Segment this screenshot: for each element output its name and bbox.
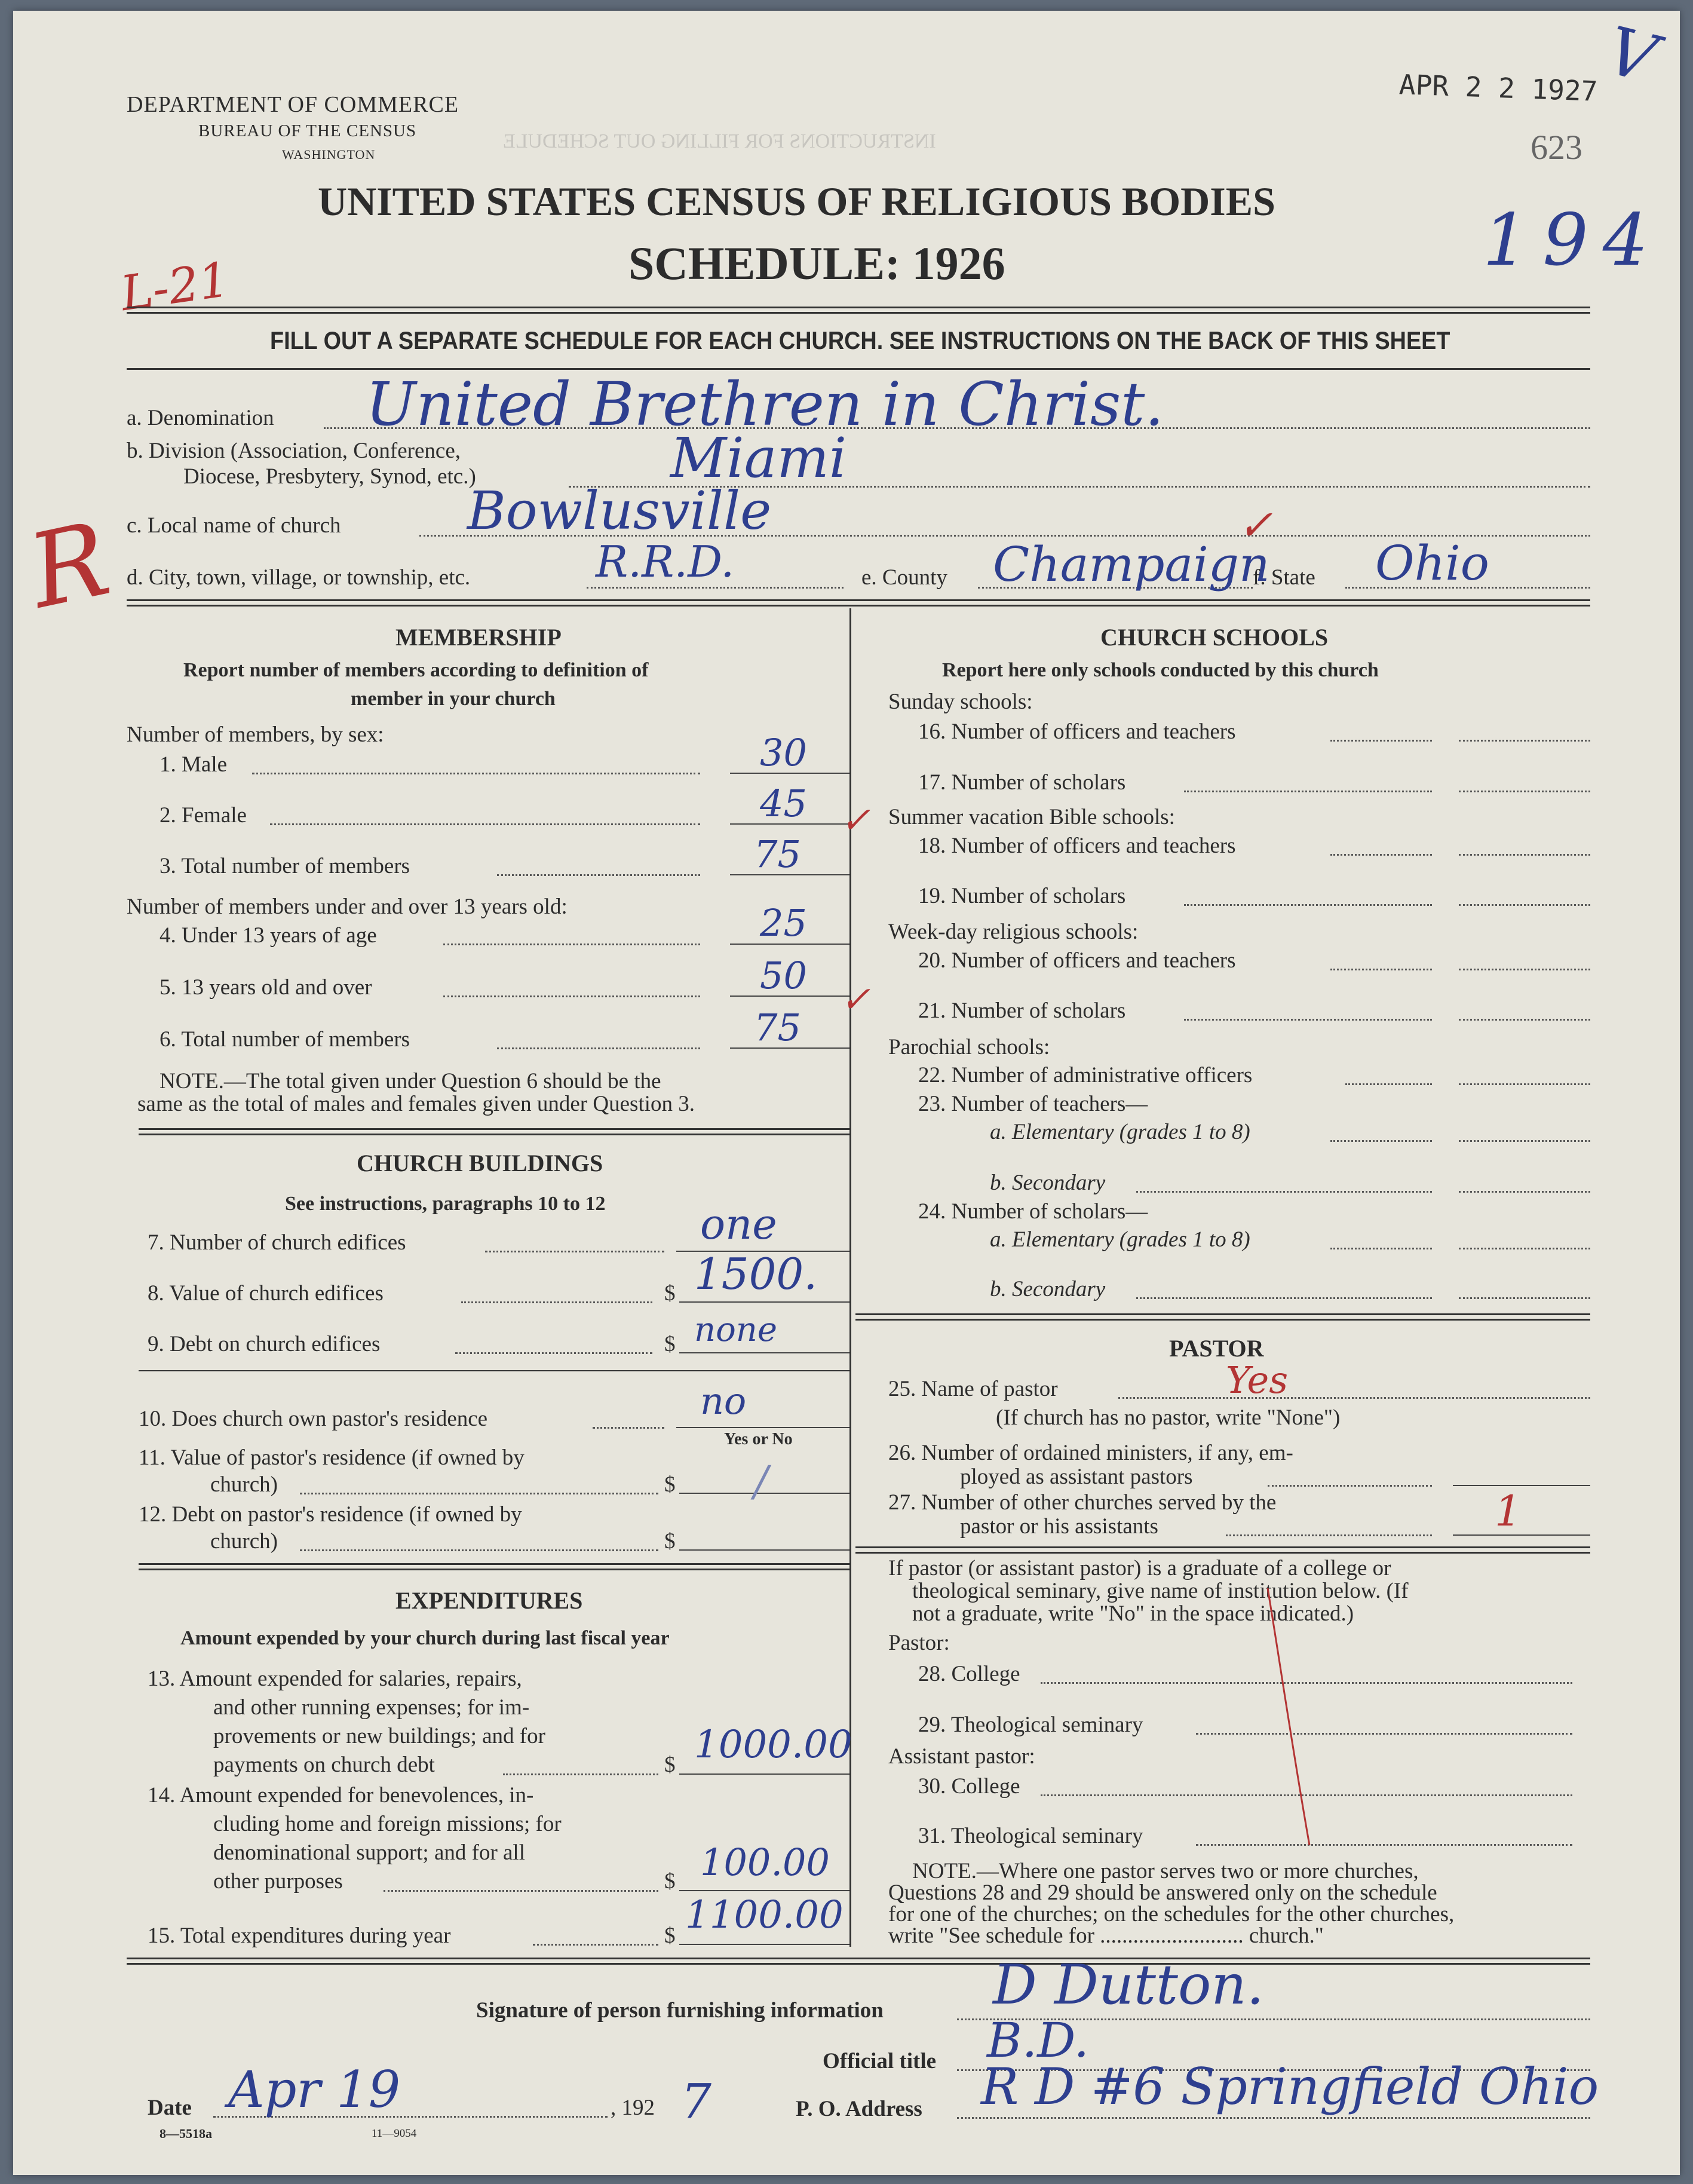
expenditures-heading: EXPENDITURES [395,1587,583,1614]
q14-dollar: $ [664,1869,676,1894]
q21-dots [1184,1019,1432,1021]
q24b-answer-line[interactable] [1459,1297,1590,1299]
q12-answer-line [679,1549,849,1551]
weekday-schools-label: Week-day religious schools: [888,920,1139,944]
q9-answer-line [679,1352,849,1353]
q15-dollar: $ [664,1923,676,1948]
q20-dots [1330,969,1432,970]
pastor-note-1: NOTE.—Where one pastor serves two or more churches, [912,1859,1419,1883]
date-value[interactable]: Apr 19 [228,2060,401,2119]
section-divider [127,599,1590,607]
q12-label-2: church) [210,1529,278,1554]
q2-value[interactable]: 45 [760,782,807,825]
q3-dots [497,874,700,876]
q16-label: 16. Number of officers and teachers [918,719,1236,744]
q23-label: 23. Number of teachers— [918,1092,1148,1116]
buildings-sub: See instructions, paragraphs 10 to 12 [285,1193,606,1215]
pastor-divider [855,1546,1590,1554]
q25-value[interactable]: Yes [1226,1358,1289,1402]
census-form-sheet [13,11,1680,2175]
bureau-name: BUREAU OF THE CENSUS [198,121,417,140]
q3-value[interactable]: 75 [754,832,801,876]
q23b-answer-line[interactable] [1459,1191,1590,1193]
bleed-through-text: INSTRUCTIONS FOR FILLING OUT SCHEDULE [503,130,936,152]
q31-label: 31. Theological seminary [918,1824,1143,1848]
instruction-banner: FILL OUT A SEPARATE SCHEDULE FOR EACH CHURCH. SEE INSTRUCTIONS ON THE BACK OF THIS SHEET [270,326,1450,354]
county-check-mark: ✓ [1238,501,1273,550]
q6-value[interactable]: 75 [754,1006,801,1049]
q25-label: 25. Name of pastor [888,1377,1058,1401]
q4-dots [443,944,700,945]
po-address-line [957,2117,1590,2119]
q8-value[interactable]: 1500. [694,1249,818,1299]
summer-schools-label: Summer vacation Bible schools: [888,805,1175,829]
q7-value[interactable]: one [700,1200,777,1249]
q22-answer-line[interactable] [1459,1083,1590,1085]
q12-label-1: 12. Debt on pastor's residence (if owned by [139,1502,522,1527]
q13-label-1: 13. Amount expended for salaries, repairs, [148,1667,522,1691]
q6-dots [497,1047,700,1049]
buildings-mid-divider [139,1370,849,1371]
q8-dots [461,1301,652,1303]
city-value[interactable]: R.R.D. [596,537,735,587]
members-by-age-label: Number of members under and over 13 years old: [127,895,568,919]
q10-dots [593,1427,664,1429]
q14-label-2: cluding home and foreign missions; for [213,1812,562,1836]
q17-dots [1184,791,1432,792]
city-label: d. City, town, village, or township, etc. [127,565,471,590]
q15-label: 15. Total expenditures during year [148,1923,451,1948]
q23a-answer-line[interactable] [1459,1140,1590,1142]
q9-label: 9. Debt on church edifices [148,1332,381,1356]
q4-label: 4. Under 13 years of age [160,923,377,948]
q3-check-mark: ✓ [841,800,871,841]
q13-label-3: provements or new buildings; and for [213,1724,545,1748]
q27-label-2: pastor or his assistants [960,1514,1158,1539]
q7-label: 7. Number of church edifices [148,1230,406,1255]
q26-answer-line[interactable] [1453,1485,1590,1486]
membership-sub-2: member in your church [351,688,556,710]
q2-label: 2. Female [160,803,247,828]
q8-answer-line [679,1301,849,1303]
file-number-stamp: 623 [1531,128,1582,167]
q13-dots [503,1773,658,1775]
form-number: 8—5518a [160,2126,212,2141]
q1-label: 1. Male [160,752,228,777]
signature-label: Signature of person furnishing information [476,1998,884,2023]
red-pencil-line [1262,1588,1315,1851]
q1-dots [252,773,700,774]
membership-divider [139,1128,849,1135]
year-prefix: , 192 [611,2096,655,2120]
q12-dollar: $ [664,1529,676,1554]
membership-heading: MEMBERSHIP [395,624,562,651]
q18-answer-line[interactable] [1459,854,1590,856]
q17-answer-line[interactable] [1459,791,1590,792]
q16-answer-line[interactable] [1459,740,1590,742]
q11-dollar: $ [664,1472,676,1497]
official-title-value[interactable]: B.D. [987,2013,1089,2068]
q23a-dots [1330,1140,1432,1142]
handwritten-number: 194 [1483,199,1663,282]
q15-value[interactable]: 1100.00 [685,1893,844,1937]
q29-label: 29. Theological seminary [918,1713,1143,1737]
parochial-schools-label: Parochial schools: [888,1035,1050,1059]
q26-label-1: 26. Number of ordained ministers, if any, em- [888,1441,1293,1465]
q9-value[interactable]: none [694,1310,777,1349]
expenditures-sub: Amount expended by your church during last fiscal year [180,1627,670,1649]
sunday-schools-label: Sunday schools: [888,690,1033,714]
date-label: Date [148,2096,192,2120]
q21-answer-line[interactable] [1459,1019,1590,1021]
q20-label: 20. Number of officers and teachers [918,948,1236,973]
official-title-label: Official title [823,2049,937,2073]
buildings-divider [139,1563,849,1570]
q10-label: 10. Does church own pastor's residence [139,1407,488,1431]
q14-label-1: 14. Amount expended for benevolences, in- [148,1783,534,1808]
buildings-heading: CHURCH BUILDINGS [357,1150,603,1177]
signature-value[interactable]: D Dutton. [993,1953,1264,2017]
q14-label-3: denominational support; and for all [213,1840,525,1865]
q19-dots [1184,904,1432,906]
print-number: 11—9054 [372,2127,417,2140]
q9-dollar: $ [664,1332,676,1356]
q24a-dots [1330,1248,1432,1249]
division-label-2: Diocese, Presbytery, Synod, etc.) [183,464,476,489]
q30-label: 30. College [918,1774,1020,1799]
q18-dots [1330,854,1432,856]
q24b-dots [1136,1297,1432,1299]
q29-line[interactable] [1196,1733,1572,1735]
q21-label: 21. Number of scholars [918,998,1126,1023]
pastor-note-4: write "See schedule for .......................... church." [888,1923,1324,1948]
q6-label: 6. Total number of members [160,1027,410,1052]
q8-dollar: $ [664,1281,676,1306]
q22-label: 22. Number of administrative officers [918,1063,1253,1088]
division-value[interactable]: Miami [670,426,847,490]
q14-dots [384,1890,658,1892]
county-value[interactable]: Champaign [993,537,1270,592]
q11-label-2: church) [210,1472,278,1497]
graduate-text-2: theological seminary, give name of institution below. (If [912,1579,1409,1603]
division-label-1: b. Division (Association, Conference, [127,439,461,463]
q27-dots [1226,1534,1432,1536]
city-name: WASHINGTON [282,147,376,162]
q5-label: 5. 13 years old and over [160,975,372,1000]
q19-label: 19. Number of scholars [918,884,1126,908]
q15-dots [533,1944,658,1946]
q9-dots [455,1352,652,1354]
assistant-pastor-label: Assistant pastor: [888,1744,1035,1769]
denomination-label: a. Denomination [127,406,274,430]
q24a-label: a. Elementary (grades 1 to 8) [990,1227,1250,1252]
graduate-text-1: If pastor (or assistant pastor) is a graduate of a college or [888,1556,1391,1580]
state-value[interactable]: Ohio [1375,535,1489,591]
q19-answer-line[interactable] [1459,904,1590,906]
local-name-label: c. Local name of church [127,513,341,538]
year-digit[interactable]: 7 [681,2073,711,2129]
membership-note-1: NOTE.—The total given under Question 6 should be the [160,1069,661,1093]
margin-mark-r: R [19,500,119,632]
q20-answer-line[interactable] [1459,969,1590,970]
q2-dots [270,823,700,825]
pastor-note-2: Questions 28 and 29 should be answered only on the schedule [888,1880,1437,1905]
q5-dots [443,995,700,997]
pastor-sub-label: Pastor: [888,1631,950,1655]
schools-heading: CHURCH SCHOOLS [1100,624,1329,651]
check-mark-v: V [1599,12,1664,98]
received-date-stamp: APR 2 2 1927 [1398,68,1599,108]
q11-dots [300,1493,658,1494]
q17-label: 17. Number of scholars [918,770,1126,795]
q24b-label: b. Secondary [990,1277,1106,1301]
q24-label: 24. Number of scholars— [918,1199,1148,1224]
schools-sub: Report here only schools conducted by this church [942,659,1379,681]
city-line [587,587,844,589]
q7-dots [485,1251,664,1252]
q14-value[interactable]: 100.00 [700,1840,830,1884]
header-divider [127,307,1590,314]
yes-no-hint: Yes or No [724,1430,793,1448]
q10-value[interactable]: no [700,1379,747,1423]
members-by-sex-label: Number of members, by sex: [127,722,384,747]
q3-label: 3. Total number of members [160,854,410,878]
q24a-answer-line[interactable] [1459,1248,1590,1249]
q6-check-mark: ✓ [841,979,871,1021]
schools-divider [855,1313,1590,1321]
q13-label-2: and other running expenses; for im- [213,1695,530,1720]
q14-answer-line [679,1890,849,1891]
q27-value[interactable]: 1 [1495,1487,1522,1536]
q25-line [1118,1397,1590,1399]
q12-dots [300,1549,658,1551]
q27-answer-line [1453,1534,1590,1536]
q26-label-2: ployed as assistant pastors [960,1465,1193,1489]
department-name: DEPARTMENT OF COMMERCE [127,92,459,117]
q18-label: 18. Number of officers and teachers [918,834,1236,858]
q1-value[interactable]: 30 [760,731,807,774]
q23b-dots [1136,1191,1432,1193]
q4-value[interactable]: 25 [760,901,807,945]
pastor-heading: PASTOR [1169,1335,1264,1362]
q15-answer-line [679,1944,849,1945]
q11-dash-mark: / [754,1457,768,1506]
q22-dots [1345,1083,1432,1085]
q8-label: 8. Value of church edifices [148,1281,384,1306]
pastor-note-3: for one of the churches; on the schedules for the other churches, [888,1902,1455,1926]
q27-label-1: 27. Number of other churches served by the [888,1490,1277,1515]
q10-answer-line [676,1427,849,1428]
form-title: UNITED STATES CENSUS OF RELIGIOUS BODIES [318,179,1275,224]
local-name-value[interactable]: Bowlusville [467,480,772,541]
denomination-value[interactable]: United Brethren in Christ. [366,369,1164,439]
membership-note-2: same as the total of males and females given under Question 3. [137,1092,695,1116]
q16-dots [1330,740,1432,742]
left-margin-mark: L-21 [117,251,233,322]
membership-sub-1: Report number of members according to definition of [183,659,649,681]
q5-value[interactable]: 50 [760,954,807,997]
schedule-title: SCHEDULE: 1926 [628,237,1005,289]
q14-label-4: other purposes [213,1869,343,1894]
q13-answer-line [679,1773,849,1775]
q13-dollar: $ [664,1753,676,1777]
q11-label-1: 11. Value of pastor's residence (if owned by [139,1445,525,1470]
q28-label: 28. College [918,1662,1020,1686]
q13-value[interactable]: 1000.00 [694,1723,852,1767]
po-address-value[interactable]: R D #6 Springfield Ohio [981,2057,1599,2116]
state-label: f. State [1253,565,1315,590]
q23a-label: a. Elementary (grades 1 to 8) [990,1120,1250,1144]
q26-dots [1268,1485,1432,1487]
county-label: e. County [861,565,947,590]
q13-label-4: payments on church debt [213,1753,435,1777]
footer-divider [127,1958,1590,1965]
po-address-label: P. O. Address [796,2097,922,2121]
q31-line[interactable] [1196,1844,1572,1846]
q23b-label: b. Secondary [990,1171,1106,1195]
graduate-text-3: not a graduate, write "No" in the space indicated.) [912,1601,1354,1626]
q25-note: (If church has no pastor, write "None") [996,1405,1341,1430]
